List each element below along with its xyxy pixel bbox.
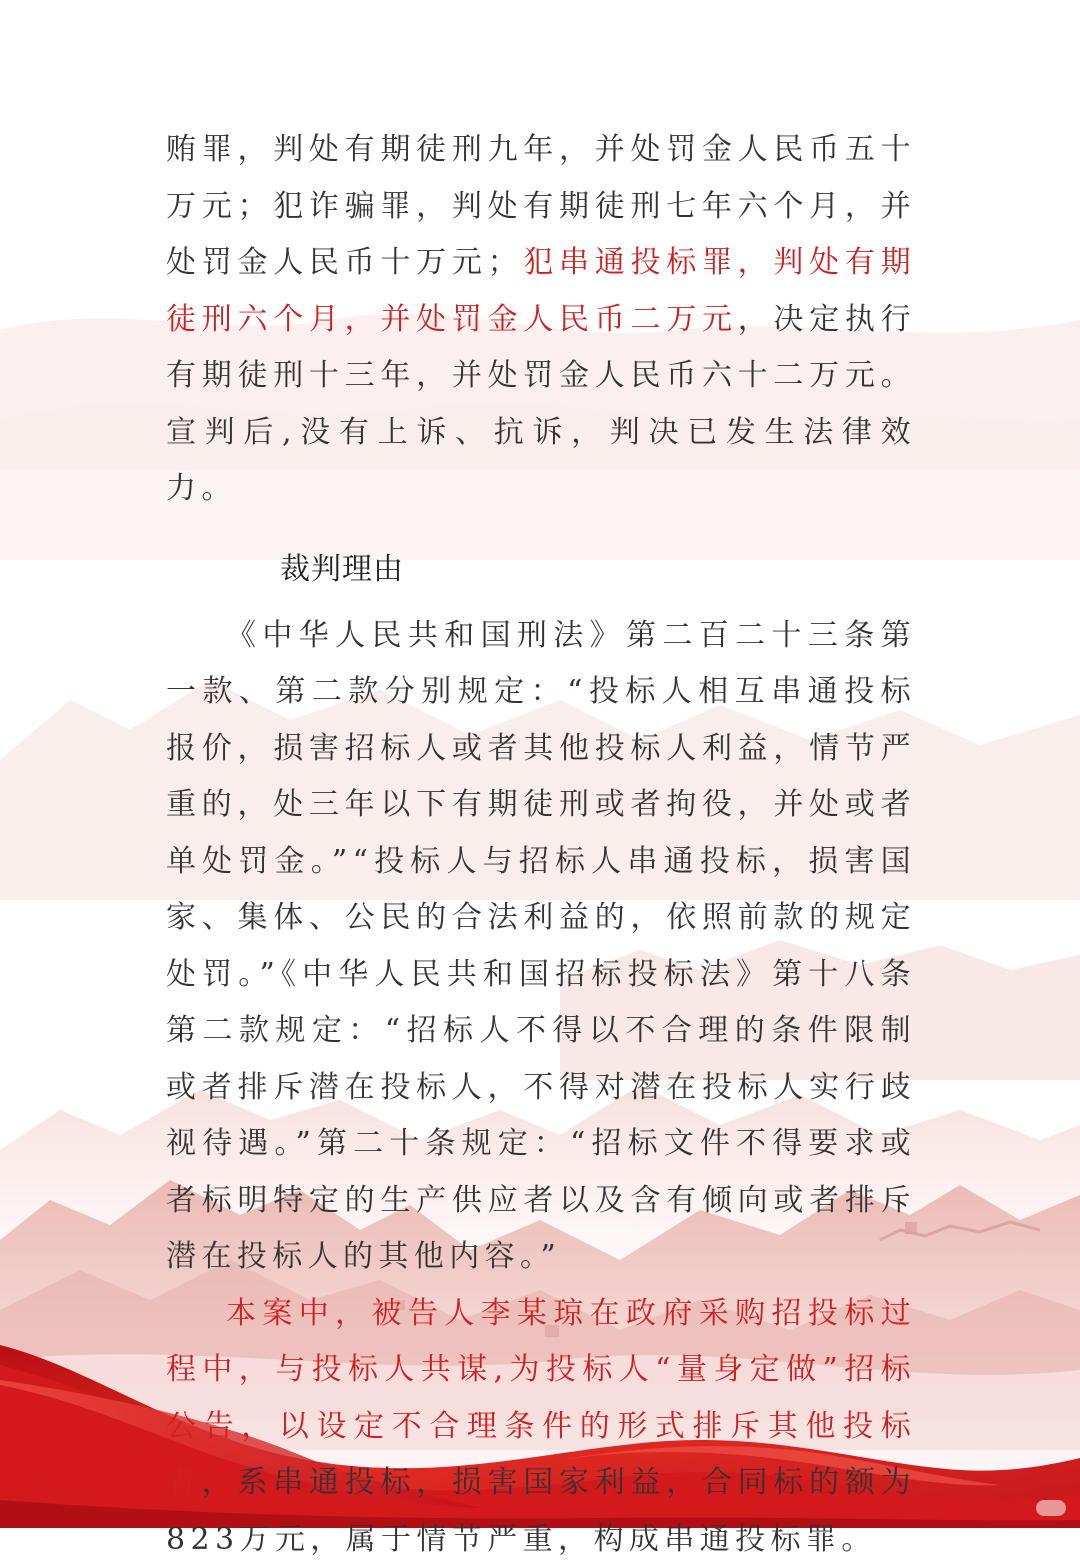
document-body [166,122,916,1568]
verdict-text-2: ，决定执行有期徒刑十三年，并处罚金人民币六十二万元。宣判后,没有上诉、抗诉，判决已发生法律效力。 [166,302,916,507]
watermark-logo [1036,1500,1066,1516]
verdict-text-1: 贿罪，判处有期徒刑九年，并处罚金人民币五十万元；犯诈骗罪，判处有期徒刑七年六个月，并处罚金人民币十万元； [166,132,916,280]
legal-basis-paragraph: 《中华人民共和国刑法》第二百二十三条第一款、第二款分别规定：“投标人相互串通投标报价，损害招标人或者其他投标人利益，情节严重的，处三年以下有期徒刑或者拘役，并处或者单处罚金。”“投标人与招标人串通投标，损害国家、集体、公民的合法利益的，依照前款的规定处罚。”《中华人民共和国招标投标法》第十八条第二款规定：“招标人不得以不合理的条件限制或者排斥潜在投标人，不得对潜在投标人实行歧视待遇。”第二十条规定：“招标文件不得要求或者标明特定的生产供应者以及含有倾向或者排斥潜在投标人的其他内容。” [166,608,916,1286]
case-analysis-text: ，系串通投标，损害国家利益，合同标的额为823万元，属于情节严重，构成串通投标罪。 [166,1465,916,1557]
verdict-paragraph [166,122,916,518]
case-analysis-highlight: 本案中，被告人李某琼在政府采购招投标过程中，与投标人共谋,为投标人“量身定做”招标公告，以设定不合理条件的形式排斥其他投标者 [166,1296,916,1501]
section-heading: 裁判理由 [166,540,916,600]
verdict-highlight: 犯串通投标罪，判处有期徒刑六个月，并处罚金人民币二万元 [166,245,916,337]
case-analysis-paragraph [166,1286,916,1568]
